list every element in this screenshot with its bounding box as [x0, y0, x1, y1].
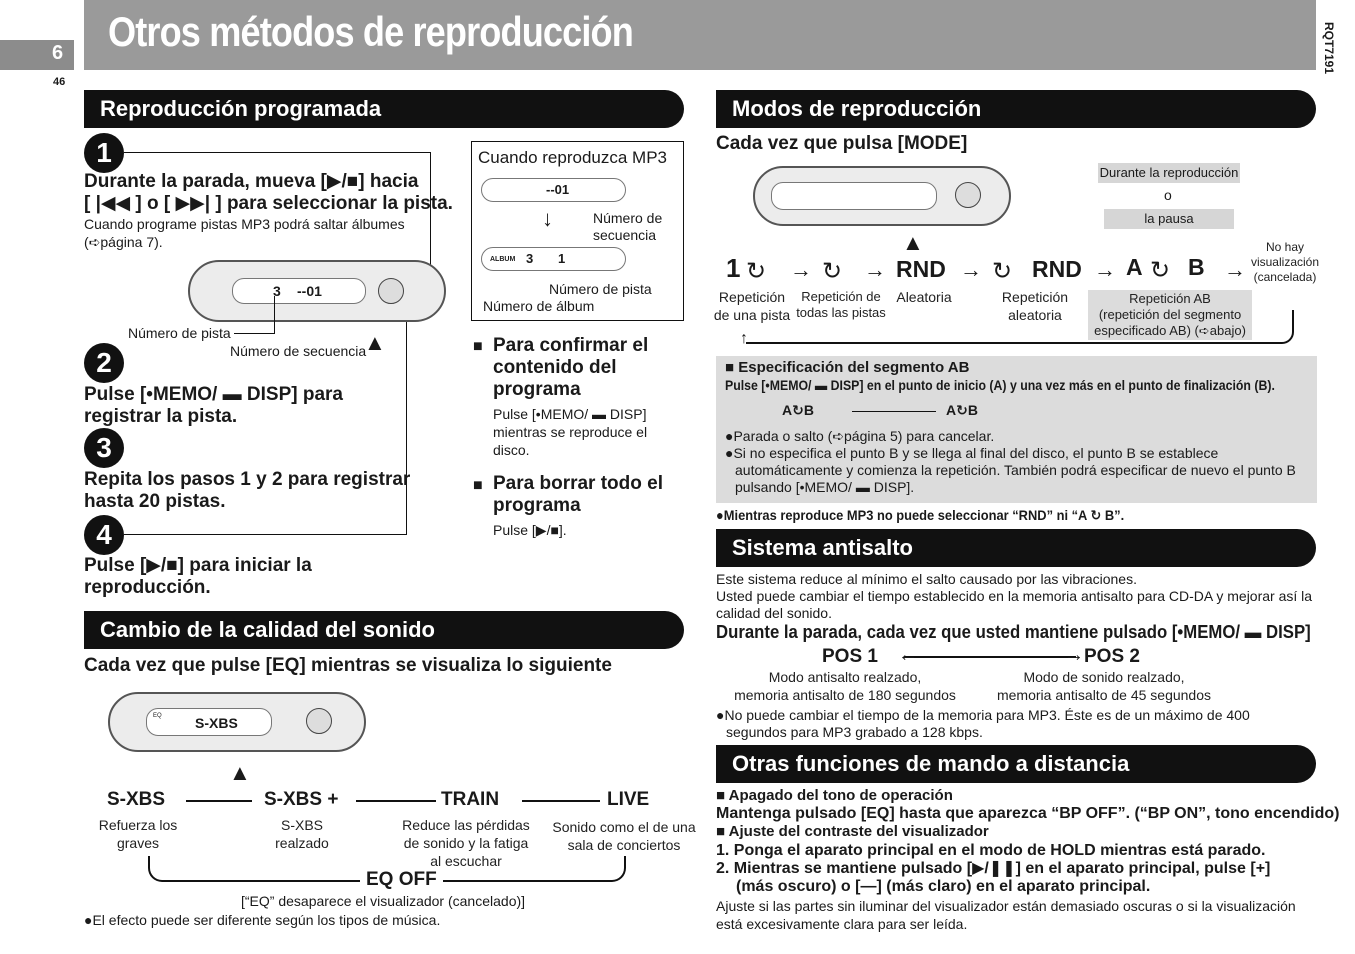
display-sequence: --01: [297, 283, 322, 299]
step-1-note-2: (➪página 7).: [84, 234, 163, 250]
mode-loop-line: [746, 310, 1294, 344]
bracket-bottom: [124, 534, 407, 535]
mode-cap-5-line-1: Repetición AB: [1129, 291, 1211, 306]
arrow-right-icon: →: [1064, 644, 1084, 666]
no-display-caption: [1250, 240, 1320, 285]
confirm-head-2: contenido del: [493, 357, 617, 378]
device-1-screen: [232, 278, 366, 304]
leader-track: [234, 333, 274, 334]
eq-cap-4-line-1: Sonido como el de una: [552, 819, 696, 835]
eq-screen-tag: EQ: [153, 713, 162, 719]
eq-mode-sxbs-plus: S-XBS +: [264, 789, 339, 810]
mode-cap-5-line-2: (repetición del segmento: [1098, 307, 1242, 322]
ab-to-symbol: A↻B: [946, 402, 978, 418]
mp3-album-value: 3: [526, 251, 534, 266]
ab-info-box: [716, 356, 1317, 503]
mode-cap-2-line-2: todas las pistas: [796, 305, 886, 320]
arrow-left-icon: ←: [898, 644, 918, 666]
eq-cap-3-line-2: de sonido y la fatiga: [403, 835, 529, 851]
doc-code: RQT7191: [1322, 22, 1336, 75]
mode-cap-5-line-3: especificado AB) (➪abajo): [1094, 323, 1246, 338]
mode-sym-b: B: [1188, 254, 1205, 280]
mode-sym-rnd: RND: [896, 256, 946, 282]
press-arrow-eq-icon: ▲: [229, 760, 251, 785]
bracket-top: [124, 152, 430, 153]
section-heading-remote: Otras funciones de mando a distancia: [716, 745, 1316, 783]
bullet-square-icon: ■: [473, 477, 483, 494]
eq-mode-train: TRAIN: [441, 789, 500, 810]
arrow-right-icon: →: [1094, 257, 1116, 282]
antiskip-bold: Durante la parada, cada vez que usted mantiene pulsado [•MEMO/ ▬ DISP]: [716, 622, 1311, 642]
eq-subheading: Cada vez que pulse [EQ] mientras se visualiza lo siguiente: [84, 655, 612, 676]
device-1-button: [378, 278, 404, 304]
step-1-line-2: [ |◀◀ ] o [ ▶▶| ] para seleccionar la pista.: [84, 193, 453, 214]
section-heading-modes: Modos de reproducción: [716, 90, 1316, 128]
bracket-right-top: [430, 152, 431, 272]
pos-2-caption-line-1: Modo de sonido realzado,: [1023, 669, 1185, 685]
no-display-line-2: visualización: [1250, 255, 1320, 269]
eq-cap-4: [552, 818, 696, 854]
eq-cap-1-line-1: Refuerza los: [98, 817, 178, 833]
remote-heading-1: ■ Apagado del tono de operación: [716, 787, 953, 804]
ab-heading: ■ Especificación del segmento AB: [725, 359, 970, 376]
repeat-all-icon: ↻: [822, 258, 843, 285]
label-track-number: Número de pista: [128, 325, 231, 341]
bullet-square-icon: ■: [473, 338, 483, 355]
no-display-line-3: (cancelada): [1253, 270, 1317, 284]
eq-cap-3-line-3: al escuchar: [430, 853, 502, 869]
confirm-head-3: programa: [493, 379, 581, 400]
step-3-line-2: hasta 20 pistas.: [84, 491, 226, 512]
mode-sym-one: 1: [726, 253, 741, 283]
pos-1-label: POS 1: [822, 646, 878, 667]
step-1-badge: 1: [84, 133, 124, 173]
eq-arrow-1: [186, 800, 252, 802]
down-arrow-icon: ↓: [542, 206, 553, 231]
bracket-right: [406, 300, 407, 534]
remote-end-1: Ajuste si las partes sin iluminar del visualizador están demasiado oscuras o si la visualización: [716, 898, 1296, 914]
page-title: Otros métodos de reproducción: [108, 8, 633, 55]
remote-heading-2: ■ Ajuste del contraste del visualizador: [716, 823, 989, 840]
section-heading-programmed: Reproducción programada: [84, 90, 684, 128]
eq-off-label: EQ OFF: [360, 869, 443, 891]
pos-2-label: POS 2: [1084, 646, 1140, 667]
eq-mode-sxbs: S-XBS: [107, 789, 166, 810]
confirm-body-3: disco.: [493, 442, 530, 458]
section-heading-eq: Cambio de la calidad del sonido: [84, 611, 684, 649]
ab-bullet-2: ●Si no especifica el punto B y se llega al final del disco, el punto B se establece: [725, 445, 1219, 461]
arrow-right-icon: →: [960, 257, 982, 282]
eq-cap-3-line-1: Reduce las pérdidas: [402, 817, 530, 833]
mode-sym-a: A: [1126, 254, 1143, 280]
mp3-sequence-value: --01: [546, 182, 570, 197]
ab-bold-instruction: Pulse [•MEMO/ ▬ DISP] en el punto de inicio (A) y una vez más en el punto de finalización (B).: [725, 377, 1275, 393]
clear-head-2: programa: [493, 495, 581, 516]
step-1-note-1: Cuando programe pistas MP3 podrá saltar álbumes: [84, 216, 405, 232]
arrow-right-icon: →: [864, 257, 886, 282]
label-sequence-number: Número de secuencia: [230, 343, 367, 359]
eq-arrow-2: [356, 800, 436, 802]
mode-cap-4-line-1: Repetición: [1001, 289, 1069, 305]
ab-from-symbol: A↻B: [782, 402, 814, 418]
eq-cap-2-line-1: S-XBS: [280, 817, 323, 833]
remote-step-2a: 2. Mientras se mantiene pulsado [▶/❚❚] en el aparato principal, pulse [+]: [716, 860, 1271, 877]
ab-bullet-4: pulsando [•MEMO/ ▬ DISP].: [735, 479, 915, 495]
eq-mode-live: LIVE: [607, 789, 650, 810]
eq-footnote: ●El efecto puede ser diferente según los tipos de música.: [84, 912, 441, 928]
page-number: 6: [52, 42, 64, 64]
device-display-mode: [753, 166, 1011, 226]
mp3-album-label: Número de álbum: [483, 298, 595, 314]
eq-cap-2: [262, 816, 342, 852]
mode-cap-4-line-2: aleatoria: [1008, 307, 1062, 323]
step-3-badge: 3: [84, 428, 124, 468]
antiskip-p1: Este sistema reduce al mínimo el salto causado por las vibraciones.: [716, 571, 1137, 587]
leader-track-v: [274, 296, 275, 334]
mp3-screen-1: [481, 178, 626, 202]
section-heading-antiskip: Sistema antisalto: [716, 529, 1316, 567]
pos-2-caption: [990, 668, 1218, 704]
mp3-box-title: Cuando reproduzca MP3: [478, 148, 668, 167]
eq-cap-2-line-2: realzado: [275, 835, 329, 851]
antiskip-note-2: segundos para MP3 grabado a 128 kbps.: [726, 724, 983, 740]
mp3-seq-label-2: secuencia: [593, 227, 657, 243]
device-eq-button: [306, 708, 332, 734]
tag-during-playback: Durante la reproducción: [1098, 163, 1240, 183]
step-4-line-2: reproducción.: [84, 577, 211, 598]
press-arrow-mode-icon: ▲: [902, 230, 924, 255]
page-subnumber: 46: [53, 76, 66, 88]
eq-cap-1: [88, 816, 188, 852]
mode-sym-rnd-repeat: RND: [1032, 256, 1082, 282]
display-track: 3: [273, 283, 281, 299]
device-mode-button: [955, 182, 981, 208]
mp3-mode-note: ●Mientras reproduce MP3 no puede seleccionar “RND” ni “A ↻ B”.: [716, 507, 1125, 523]
eq-cap-1-line-2: graves: [116, 835, 160, 851]
step-1-line-1: Durante la parada, mueva [▶/■] hacia: [84, 171, 419, 192]
mp3-box: [471, 141, 684, 321]
confirm-body-1: Pulse [•MEMO/ ▬ DISP]: [493, 406, 647, 422]
arrow-right-icon: →: [1224, 257, 1246, 282]
pos-double-arrow: [904, 656, 1076, 658]
ab-arrow-line: [852, 411, 936, 412]
antiskip-p2: Usted puede cambiar el tiempo establecido en la memoria antisalto para CD-DA y mejorar así la: [716, 588, 1313, 604]
press-arrow-1-icon: ▲: [364, 330, 386, 355]
tag-or: o: [1164, 187, 1172, 203]
step-2-line-2: registrar la pista.: [84, 406, 238, 427]
pos-1-caption-line-1: Modo antisalto realzado,: [768, 669, 922, 685]
step-3-line-1: Repita los pasos 1 y 2 para registrar: [84, 469, 411, 490]
eq-screen: [146, 708, 272, 736]
clear-body: Pulse [▶/■].: [493, 522, 567, 538]
repeat-random-icon: ↻: [992, 258, 1013, 285]
confirm-head-1: Para confirmar el: [493, 335, 649, 356]
remote-step-1: 1. Ponga el aparato principal en el modo de HOLD mientras está parado.: [716, 842, 1266, 859]
device-display-1: [188, 260, 446, 322]
step-2-badge: 2: [84, 343, 124, 383]
eq-cap-4-line-2: sala de conciertos: [567, 837, 681, 853]
eq-screen-text: S-XBS: [195, 715, 238, 731]
mode-cap-3: Aleatoria: [896, 289, 952, 305]
antiskip-note-1: ●No puede cambiar el tiempo de la memoria para MP3. Éste es de un máximo de 400: [716, 707, 1250, 723]
pos-1-caption-line-2: memoria antisalto de 180 segundos: [734, 687, 956, 703]
remote-body-1: Mantenga pulsado [EQ] hasta que aparezca “BP OFF”. (“BP ON”, tono encendido): [716, 805, 1340, 822]
mode-cap-1-line-2: de una pista: [713, 307, 791, 323]
clear-head-1: Para borrar todo el: [493, 473, 663, 494]
pos-1-caption: [725, 668, 965, 704]
step-4-line-1: Pulse [▶/■] para iniciar la: [84, 555, 312, 576]
step-4-badge: 4: [84, 515, 124, 555]
device-display-eq: [108, 692, 366, 752]
pos-2-caption-line-2: memoria antisalto de 45 segundos: [996, 687, 1212, 703]
mp3-seq-label-1: Número de: [593, 210, 663, 226]
eq-arrow-3: [522, 800, 600, 802]
arrow-right-icon: →: [790, 257, 812, 282]
antiskip-p3: calidad del sonido.: [716, 605, 832, 621]
remote-step-2b: (más oscuro) o [—] (más claro) en el aparato principal.: [736, 878, 1151, 895]
mode-cap-1-line-1: Repetición: [718, 289, 786, 305]
no-display-line-1: No hay: [1265, 240, 1305, 254]
mode-screen: [771, 182, 937, 210]
ab-bullet-1: ●Parada o salto (➪página 5) para cancelar.: [725, 428, 995, 444]
modes-subheading: Cada vez que pulsa [MODE]: [716, 133, 968, 154]
mp3-track-label: Número de pista: [549, 281, 652, 297]
mode-cap-2-line-1: Repetición de: [801, 289, 881, 304]
mode-loop-arrow-icon: ↑: [740, 330, 748, 347]
step-2-line-1: Pulse [•MEMO/ ▬ DISP] para: [84, 384, 343, 405]
repeat-ab-icon: ↻: [1150, 257, 1171, 284]
remote-end-2: está excesivamente clara para ser leída.: [716, 916, 968, 932]
repeat-icon: ↻: [746, 258, 767, 285]
eq-off-note: [“EQ” desaparece el visualizador (cancelado)]: [241, 893, 526, 909]
ab-bullet-3: automáticamente y comienza la repetición. También podrá especificar de nuevo el punto B: [735, 462, 1296, 478]
mp3-screen-2: [481, 247, 626, 271]
confirm-body-2: mientras se reproduce el: [493, 424, 648, 440]
mp3-track-value: 1: [558, 251, 566, 266]
tag-pause: la pausa: [1104, 209, 1234, 229]
mp3-album-tag: ALBUM: [490, 256, 516, 263]
